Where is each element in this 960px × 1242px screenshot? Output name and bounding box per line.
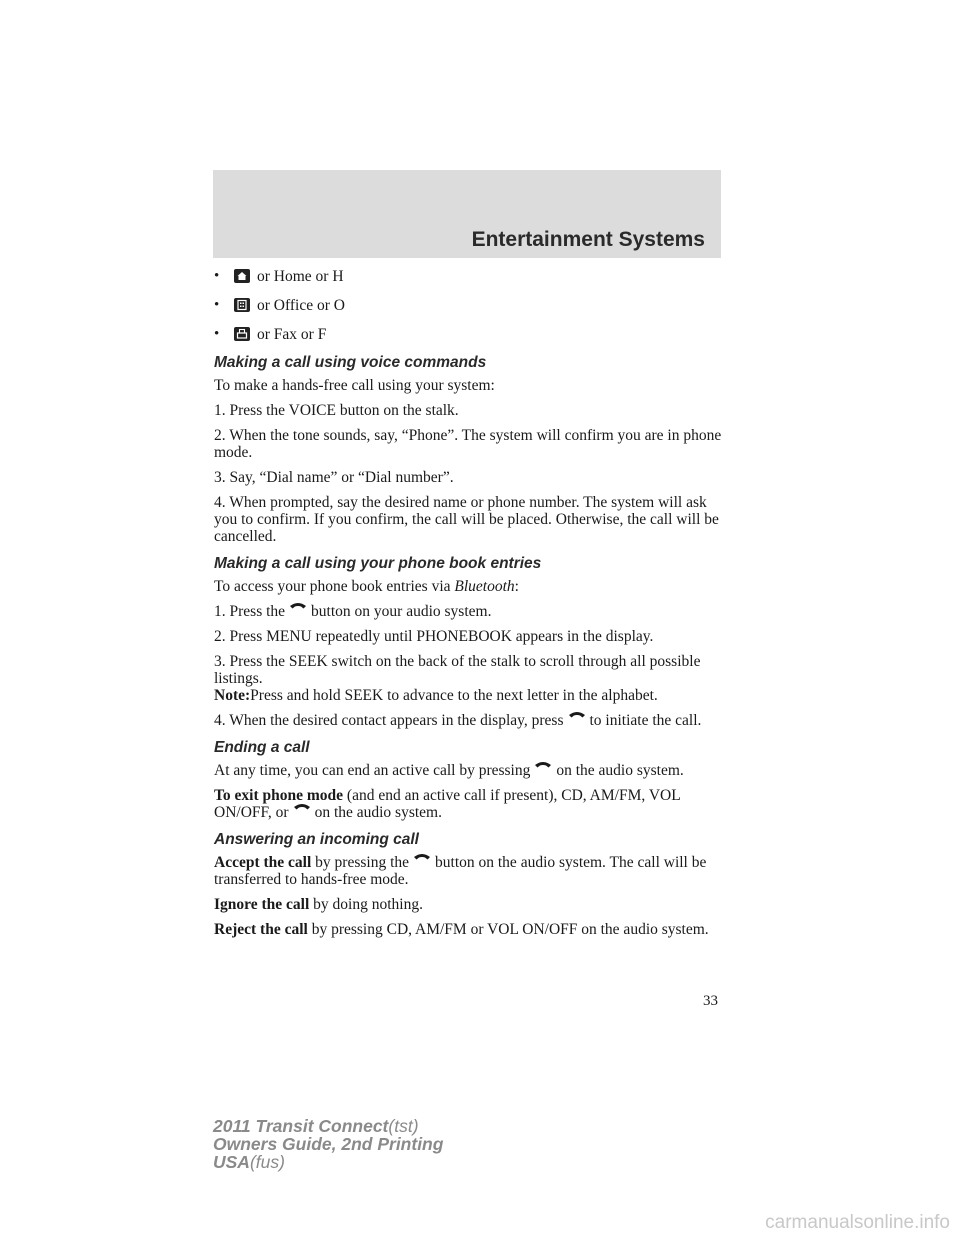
- phone-icon: [567, 708, 587, 722]
- note-label: Note:: [214, 687, 251, 704]
- phonebook-step-3: 3. Press the SEEK switch on the back of the stalk to scroll through all possible listings. Note:Press and hold SEEK to advance to the next letter in the alphabet.: [214, 653, 701, 704]
- heading-ending-call: Ending a call: [214, 739, 310, 756]
- office-icon: [234, 298, 250, 312]
- ending-p1: At any time, you can end an active call by pressing on the audio system.: [214, 762, 722, 779]
- bullet-office: • or Office or O: [214, 296, 345, 314]
- ignore-call: Ignore the call by doing nothing.: [214, 896, 423, 913]
- page-number: 33: [703, 993, 718, 1009]
- section-header: [213, 170, 721, 258]
- section-title: Entertainment Systems: [471, 228, 705, 251]
- bullet-fax: • or Fax or F: [214, 325, 327, 343]
- phone-icon: [292, 800, 312, 814]
- fax-icon: [234, 327, 250, 341]
- voice-step-4: 4. When prompted, say the desired name or phone number. The system will ask you to confirm. If you confirm, the call will be placed. Otherwise, the call will be cancelled.: [214, 494, 719, 545]
- phonebook-step-2: 2. Press MENU repeatedly until PHONEBOOK appears in the display.: [214, 628, 654, 645]
- phone-icon: [412, 850, 432, 864]
- phone-icon: [288, 599, 308, 613]
- exit-phone-mode: To exit phone mode (and end an active call if present), CD, AM/FM, VOL ON/OFF, or on the audio system.: [214, 787, 681, 821]
- watermark: carmanualsonline.info: [765, 1212, 950, 1233]
- voice-step-1: 1. Press the VOICE button on the stalk.: [214, 402, 459, 419]
- heading-voice-commands: Making a call using voice commands: [214, 354, 487, 371]
- phonebook-step-1: 1. Press the button on your audio system.: [214, 603, 722, 620]
- voice-intro: To make a hands-free call using your system:: [214, 377, 495, 394]
- voice-step-2: 2. When the tone sounds, say, “Phone”. The system will confirm you are in phone mode.: [214, 427, 722, 461]
- heading-answering-call: Answering an incoming call: [214, 831, 419, 848]
- reject-call: Reject the call by pressing CD, AM/FM or VOL ON/OFF on the audio system.: [214, 921, 709, 938]
- bullet-home: • or Home or H: [214, 267, 344, 285]
- accept-call: Accept the call by pressing the button on the audio system. The call will be transferred to hands-free mode.: [214, 854, 722, 888]
- phone-icon: [533, 758, 553, 772]
- voice-step-3: 3. Say, “Dial name” or “Dial number”.: [214, 469, 454, 486]
- heading-phone-book: Making a call using your phone book entries: [214, 555, 542, 572]
- footer: 2011 Transit Connect(tst) Owners Guide, 2nd Printing USA(fus): [213, 1116, 444, 1172]
- phonebook-intro: To access your phone book entries via Bluetooth:: [214, 578, 519, 595]
- page-content: [214, 266, 722, 946]
- phonebook-step-4: 4. When the desired contact appears in the display, press to initiate the call.: [214, 712, 722, 729]
- bullet-text: or Home or H: [257, 267, 344, 285]
- bullet-text: or Office or O: [257, 296, 345, 314]
- home-icon: [234, 269, 250, 283]
- bullet-text: or Fax or F: [257, 325, 327, 343]
